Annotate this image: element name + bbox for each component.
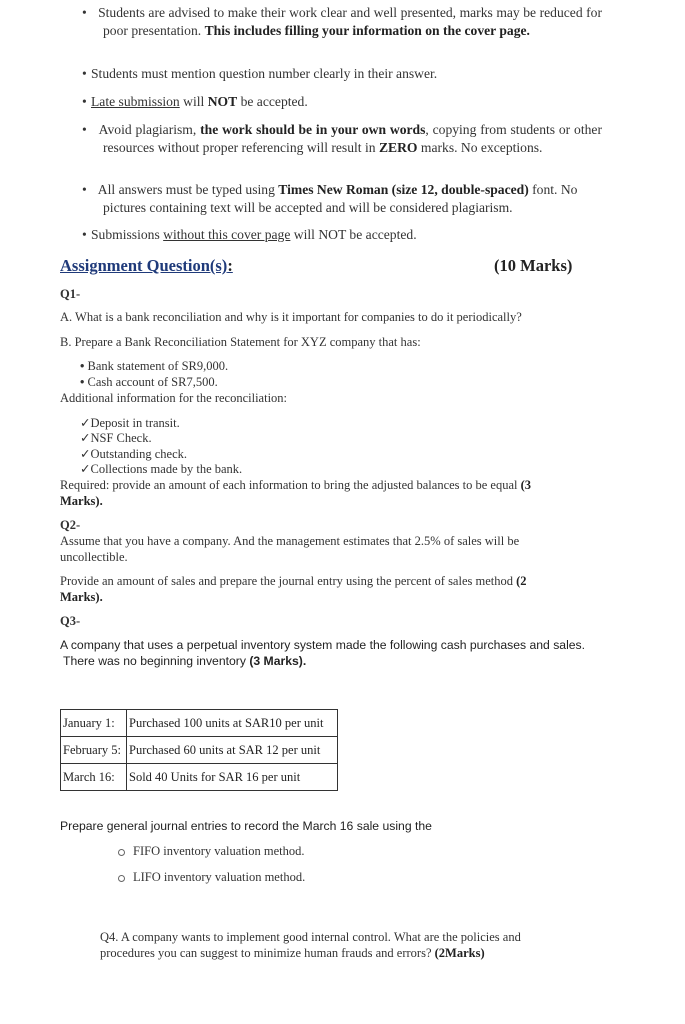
- check-item: ✓Collections made by the bank.: [80, 462, 243, 476]
- q1-label: Q1-: [60, 287, 81, 301]
- circle-bullet-icon: [118, 875, 125, 882]
- q3-text-2: There was no beginning inventory (3 Marks).: [63, 654, 307, 668]
- q3-label: Q3-: [60, 614, 81, 628]
- instruction-item: • Submissions without this cover page will NOT be accepted.: [82, 227, 417, 242]
- q2-instruction: Provide an amount of sales and prepare the journal entry using the percent of sales method (2 Marks).: [60, 574, 527, 604]
- q2-label: Q2-: [60, 518, 81, 532]
- q1-part-b: B. Prepare a Bank Reconciliation Statement for XYZ company that has:: [60, 335, 421, 349]
- circle-bullet-icon: [118, 849, 125, 856]
- q1-required: Required: provide an amount of each information to bring the adjusted balances to be equal (3 Marks).: [60, 478, 532, 508]
- check-icon: ✓: [80, 462, 91, 476]
- instruction-item: • Late submission will NOT be accepted.: [82, 94, 308, 109]
- q2-text: Assume that you have a company. And the management estimates that 2.5% of sales will be uncollectible.: [60, 534, 520, 564]
- instruction-item: • All answers must be typed using Times New Roman (size 12, double-spaced) font. No pictures containing text will be accepted and will be considered plagiarism.: [82, 182, 578, 215]
- check-icon: ✓: [80, 447, 91, 461]
- section-heading: Assignment Question(s):: [60, 256, 233, 275]
- check-item: ✓Deposit in transit.: [80, 416, 180, 430]
- q1-part-a: A. What is a bank reconciliation and why is it important for companies to do it periodically?: [60, 310, 522, 324]
- list-item: • Cash account of SR7,500.: [80, 375, 218, 389]
- check-icon: ✓: [80, 416, 91, 430]
- instruction-item: • Students must mention question number clearly in their answer.: [82, 66, 438, 81]
- check-item: ✓Outstanding check.: [80, 447, 187, 461]
- section-marks: (10 Marks): [494, 256, 573, 275]
- q3-prepare: Prepare general journal entries to record the March 16 sale using the: [60, 819, 432, 833]
- check-item: ✓NSF Check.: [80, 431, 152, 445]
- list-item: LIFO inventory valuation method.: [118, 870, 305, 886]
- table-row: March 16: Sold 40 Units for SAR 16 per unit: [61, 764, 338, 791]
- q3-text: A company that uses a perpetual inventory system made the following cash purchases and sales.: [60, 638, 586, 652]
- table-row: February 5: Purchased 60 units at SAR 12 per unit: [61, 737, 338, 764]
- check-icon: ✓: [80, 431, 91, 445]
- q1-additional: Additional information for the reconciliation:: [60, 391, 288, 405]
- instruction-item: • Avoid plagiarism, the work should be in your own words, copying from students or other resources without proper referencing will result in ZERO marks. No exceptions.: [82, 122, 602, 155]
- instruction-item: • Students are advised to make their work clear and well presented, marks may be reduced for poor presentation. This includes filling your information on the cover page.: [82, 5, 603, 38]
- list-item: FIFO inventory valuation method.: [118, 844, 305, 860]
- inventory-table: [60, 709, 338, 791]
- table-row: January 1: Purchased 100 units at SAR10 per unit: [61, 710, 338, 737]
- q4-text: Q4. A company wants to implement good internal control. What are the policies and procedures you can suggest to minimize human frauds and errors? (2Marks): [100, 930, 521, 960]
- list-item: • Bank statement of SR9,000.: [80, 359, 229, 373]
